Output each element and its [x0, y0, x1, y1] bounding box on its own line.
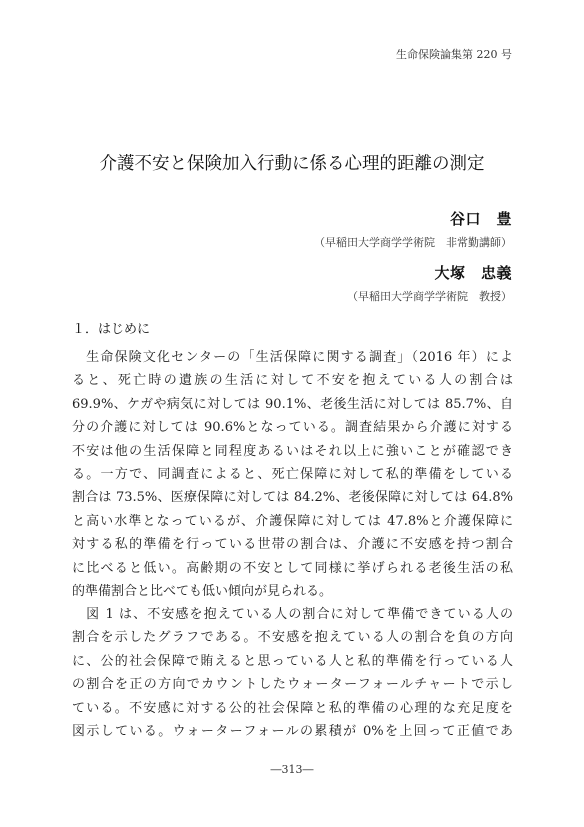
text-line: ている。不安感に対する公的社会保障と私的準備の心理的な充足度を: [72, 700, 513, 716]
page-number: ―313―: [270, 763, 314, 776]
author-name-2: 大塚 忠義: [434, 264, 512, 282]
author-affiliation-2: （早稲田大学商学学術院 教授）: [347, 290, 512, 303]
text-line: 割合を示したグラフである。不安感を抱えている人の割合を負の方向: [72, 630, 513, 646]
text-line: 生命保険文化センターの「生活保障に関する調査」（2016 年）によ: [72, 350, 513, 365]
text-line: 図 1 は、不安感を抱えている人の割合に対して準備できている人の: [72, 607, 513, 622]
text-line: ると、死亡時の遺族の生活に対して不安を抱えている人の割合は: [72, 373, 513, 389]
text-line: 69.9%、ケガや病気に対しては 90.1%、老後生活に対しては 85.7%、自: [72, 396, 513, 412]
section-heading: １．はじめに: [72, 322, 151, 337]
text-line: る。一方で、同調査によると、死亡保障に対して私的準備をしている: [72, 467, 513, 483]
text-line: 不安は他の生活保障と同程度あるいはそれ以上に強いことが確認でき: [72, 443, 513, 459]
author-affiliation-1: （早稲田大学商学学術院 非常勤講師）: [314, 236, 512, 249]
text-line: に、公的社会保障で賄えると思っている人と私的準備を行っている人: [72, 653, 513, 669]
text-line: に比べると低い。高齢期の不安として同様に挙げられる老後生活の私: [72, 560, 513, 576]
text-line: 対する私的準備を行っている世帯の割合は、介護に不安感を持つ割合: [72, 537, 513, 553]
body-paragraph-1: [72, 346, 513, 603]
text-line: 図示している。ウォーターフォールの累積が 0%を上回って正値であ: [72, 724, 513, 740]
paper-title: 介護不安と保険加入行動に係る心理的距離の測定: [99, 154, 485, 174]
journal-header: 生命保険論集第 220 号: [396, 48, 512, 61]
text-line: と高い水準となっているが、介護保障に対しては 47.8%と介護保障に: [72, 513, 513, 529]
text-line: 割合は 73.5%、医療保障に対しては 84.2%、老後保障に対しては 64.8%: [72, 490, 513, 506]
author-name-1: 谷口 豊: [449, 210, 512, 228]
text-line: の割合を正の方向でカウントしたウォーターフォールチャートで示し: [72, 677, 513, 693]
text-line: 的準備割合と比べても低い傾向が見られる。: [72, 584, 333, 600]
body-paragraph-2: [72, 603, 513, 743]
text-line: 分の介護に対しては 90.6%となっている。調査結果から介護に対する: [72, 420, 513, 436]
